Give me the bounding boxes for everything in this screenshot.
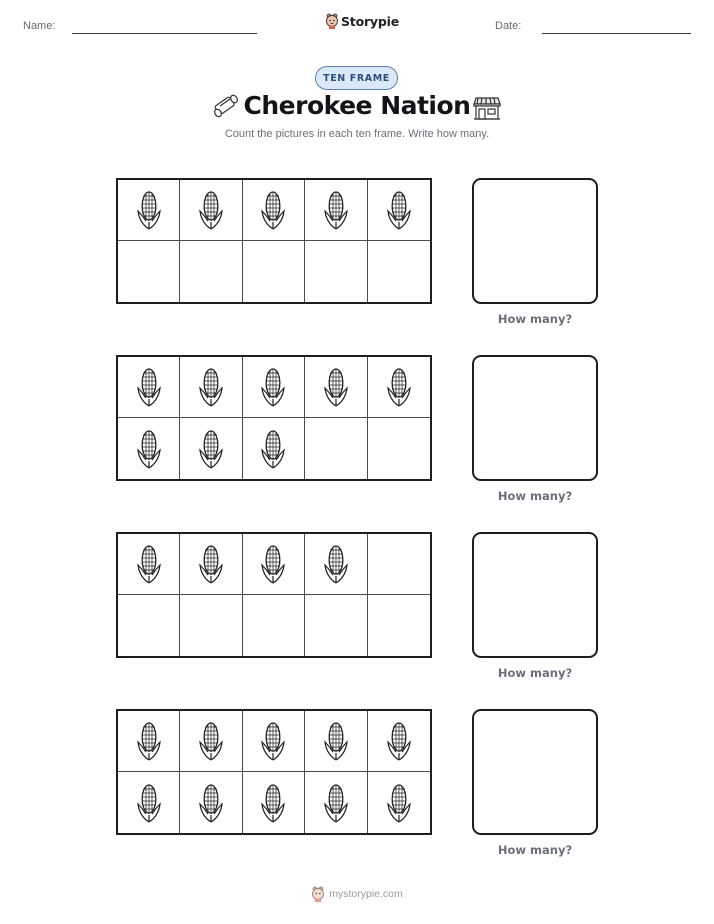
- corn-icon: [321, 366, 351, 408]
- storypie-mascot-icon: [325, 13, 339, 29]
- ten-frame-cell: [305, 180, 367, 241]
- corn-icon: [134, 366, 164, 408]
- corn-icon: [258, 428, 288, 470]
- ten-frame-cell: [368, 595, 430, 656]
- corn-icon: [258, 782, 288, 824]
- ten-frame-cell: [118, 711, 180, 772]
- answer-box[interactable]: [472, 709, 598, 835]
- ten-frame-cell: [368, 357, 430, 418]
- corn-icon: [384, 366, 414, 408]
- corn-icon: [258, 720, 288, 762]
- corn-icon: [134, 782, 164, 824]
- ten-frame-cell: [118, 534, 180, 595]
- ten-frame-cell: [180, 241, 242, 302]
- brand-name: Storypie: [341, 13, 399, 29]
- ten-frame-cell: [118, 772, 180, 833]
- ten-frame-cell: [243, 595, 305, 656]
- page-title: Cherokee Nation: [243, 91, 471, 120]
- answer-box[interactable]: [472, 532, 598, 658]
- how-many-label: How many?: [497, 843, 573, 857]
- ten-frame-cell: [243, 711, 305, 772]
- ten-frame: [116, 178, 432, 304]
- ten-frame-cell: [305, 711, 367, 772]
- footer: [0, 886, 714, 902]
- worksheet-type-badge: TEN FRAME: [315, 66, 398, 90]
- date-line[interactable]: [542, 33, 691, 34]
- ten-frame-cell: [180, 711, 242, 772]
- corn-icon: [384, 189, 414, 231]
- ten-frame-cell: [305, 241, 367, 302]
- ten-frame-cell: [243, 180, 305, 241]
- name-label: Name:: [23, 20, 56, 32]
- corn-icon: [196, 720, 226, 762]
- ten-frame-cell: [118, 241, 180, 302]
- corn-icon: [134, 720, 164, 762]
- ten-frame-cell: [243, 772, 305, 833]
- corn-icon: [321, 543, 351, 585]
- ten-frame-cell: [368, 418, 430, 479]
- corn-icon: [196, 189, 226, 231]
- corn-icon: [134, 543, 164, 585]
- ten-frame-cell: [305, 418, 367, 479]
- ten-frame-cell: [180, 772, 242, 833]
- corn-icon: [196, 543, 226, 585]
- ten-frame-cell: [243, 357, 305, 418]
- corn-icon: [134, 189, 164, 231]
- ten-frame-cell: [368, 180, 430, 241]
- ten-frame: [116, 355, 432, 481]
- ten-frame-cell: [118, 595, 180, 656]
- storefront-icon: [472, 92, 502, 122]
- corn-icon: [196, 782, 226, 824]
- corn-icon: [321, 720, 351, 762]
- corn-icon: [321, 782, 351, 824]
- ten-frame-cell: [368, 711, 430, 772]
- ten-frame-cell: [118, 180, 180, 241]
- ten-frame-cell: [305, 534, 367, 595]
- ten-frame-cell: [243, 534, 305, 595]
- instructions: Count the pictures in each ten frame. Write how many.: [224, 128, 490, 140]
- name-line[interactable]: [72, 33, 257, 34]
- answer-box[interactable]: [472, 178, 598, 304]
- answer-box[interactable]: [472, 355, 598, 481]
- corn-icon: [134, 428, 164, 470]
- corn-icon: [258, 543, 288, 585]
- ten-frame: [116, 709, 432, 835]
- ten-frame-cell: [305, 595, 367, 656]
- ten-frame-cell: [368, 772, 430, 833]
- ten-frame-cell: [368, 534, 430, 595]
- corn-icon: [384, 782, 414, 824]
- ten-frame-cell: [118, 418, 180, 479]
- ten-frame-cell: [180, 534, 242, 595]
- ten-frame-cell: [180, 595, 242, 656]
- footer-url: mystorypie.com: [329, 888, 403, 900]
- ten-frame-cell: [243, 241, 305, 302]
- corn-icon: [384, 720, 414, 762]
- corn-icon: [196, 366, 226, 408]
- ten-frame-cell: [305, 357, 367, 418]
- corn-icon: [258, 189, 288, 231]
- how-many-label: How many?: [497, 489, 573, 503]
- ten-frame-cell: [180, 418, 242, 479]
- ten-frame-cell: [368, 241, 430, 302]
- ten-frame: [116, 532, 432, 658]
- corn-icon: [196, 428, 226, 470]
- ten-frame-cell: [305, 772, 367, 833]
- brand-logo: [325, 13, 399, 29]
- corn-icon: [258, 366, 288, 408]
- ten-frame-cell: [180, 180, 242, 241]
- how-many-label: How many?: [497, 312, 573, 326]
- how-many-label: How many?: [497, 666, 573, 680]
- date-label: Date:: [495, 20, 522, 32]
- ten-frame-cell: [180, 357, 242, 418]
- ten-frame-cell: [243, 418, 305, 479]
- storypie-mascot-icon: [311, 886, 325, 902]
- ten-frame-cell: [118, 357, 180, 418]
- corn-icon: [321, 189, 351, 231]
